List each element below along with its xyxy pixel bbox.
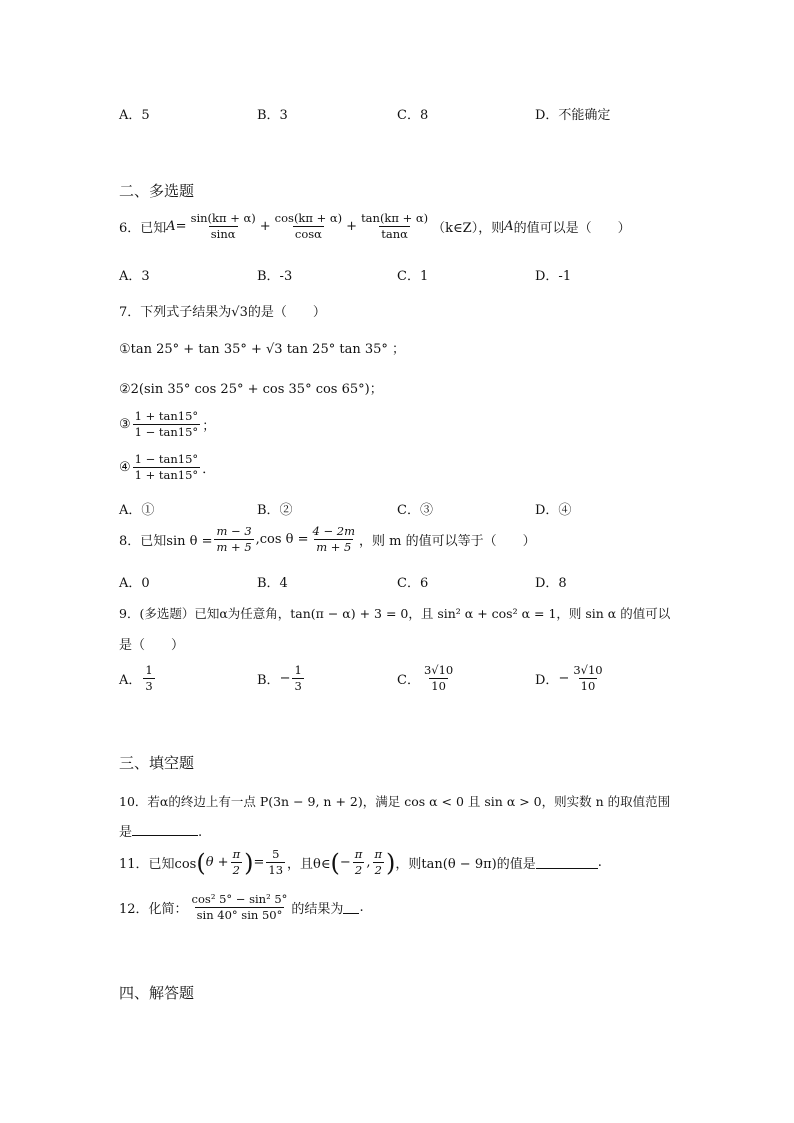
q6-term-2 [273,212,344,241]
q8-frac-2-num: 4 − 2m [312,524,356,538]
q7-root: √3 [231,305,248,320]
q9-option-a-frac [143,664,154,693]
q7-item-2: ②2(sin 35° cos 25° + cos 35° cos 65°)； [119,382,383,397]
q8-option-c: C．6 [397,576,429,591]
q9-option-a [119,664,157,693]
q10-line-2-text: 是 [119,825,133,840]
question-6 [119,212,631,241]
q7-stem-prefix: 7．下列式子结果为 [119,305,232,320]
q9-option-b [257,664,306,693]
q11-theta-plus: θ + [205,855,229,871]
q8-frac-1 [214,525,253,554]
q7-item-3-mark: ③ [119,417,131,433]
q9-line-2: 是（ ） [119,638,185,653]
q9-option-c-den: 10 [431,679,446,694]
q9-option-d-frac [571,664,604,693]
q8-prefix: 8．已知sin θ = [119,534,213,550]
q12-answer-blank[interactable] [343,901,359,914]
q8-option-d: D．8 [535,576,567,591]
q6-option-d: D．-1 [535,269,572,284]
q6-option-a: A．3 [119,269,150,284]
q11-answer-blank[interactable] [536,856,598,869]
q9-option-c-num: 3√10 [423,663,454,677]
q7-item-4-den: 1 + tan15° [134,468,199,483]
q6-option-b: B．-3 [257,269,293,284]
q8-frac-1-den: m + 5 [216,540,252,555]
q11-value-den: 13 [268,863,284,878]
q8-frac-1-num: m − 3 [216,524,252,538]
q8-frac-2 [311,525,358,554]
q6-term-3 [359,212,430,241]
q8-frac-2-den: m + 5 [316,540,352,555]
q11-prefix: 11．已知cos [119,857,197,873]
q6-term-1-num: sin(kπ + α) [190,211,256,225]
q6-a-eq: A= [166,219,187,235]
q7-option-d: D．④ [535,503,572,518]
q12-end: . [359,900,364,916]
q6-prefix: 6．已知 [119,221,167,237]
q11-two-2: 2 [354,863,363,878]
question-8 [119,525,536,554]
q7-item-1: ①tan 25° + tan 35° + √3 tan 25° tan 35° ； [119,342,406,357]
q10-line-2 [119,821,202,840]
q10-answer-blank[interactable] [132,823,198,836]
question-7-stem [119,301,326,320]
q5-option-c: C．8 [397,108,429,123]
q9-option-a-label: A． [119,673,142,689]
q7-item-4-end: ． [202,462,216,478]
q11-close-paren-1: ) [244,848,254,877]
q9-option-b-label: B． [257,673,280,689]
q11-pi-3: π [374,847,383,861]
q7-item-3-end: ； [202,419,216,435]
question-12 [119,893,364,922]
q11-eq: = [253,855,265,871]
q5-option-d: D．不能确定 [535,108,611,123]
q7-option-b: B．② [257,503,293,518]
q9-option-b-num: 1 [294,663,302,677]
q7-item-3 [119,410,215,439]
q11-neg-pi-over-2 [353,848,365,877]
q10-line-1: 10．若α的终边上有一点 P(3n − 9, n + 2)，满足 cos α < 0 且 sin α > 0，则实数 n 的取值范围 [119,794,671,809]
q6-term-2-num: cos(kπ + α) [274,211,343,225]
q11-suffix: ，则tan(θ − 9π)的值是 [395,857,536,873]
q11-open-paren-2: ( [330,848,340,877]
q11-pi: π [232,847,241,861]
q10-end: . [198,825,203,840]
q11-two-3: 2 [374,863,382,878]
q12-den: sin 40° sin 50° [196,908,283,923]
q6-term-3-den: tanα [381,227,408,242]
q5-option-b: B．3 [257,108,288,123]
q11-mid: ，且θ∈ [287,857,331,873]
q6-condition: （k∈Z），则 [432,221,505,237]
q11-pi-2: π [354,847,363,861]
q12-num: cos² 5° − sin² 5° [191,892,288,906]
q9-line-1: 9．(多选题）已知α为任意角，tan(π − α) + 3 = 0，且 sin² α + cos² α = 1，则 sin α 的值可以 [119,606,671,621]
q6-term-1-den: sinα [210,227,236,242]
section-heading-multi-choice: 二、多选题 [119,182,195,200]
q7-item-3-den: 1 − tan15° [134,425,199,440]
q6-option-c: C．1 [397,269,429,284]
q11-close-paren-2: ) [386,848,396,877]
q7-option-c: C．③ [397,503,433,518]
q11-neg: − [339,855,351,871]
q9-option-d-label: D． [535,673,559,689]
section-heading-solutions: 四、解答题 [119,984,195,1002]
q7-stem-suffix: 的是（ ） [247,305,326,320]
q6-term-2-den: cosα [294,227,322,242]
q7-item-3-frac [133,410,201,439]
question-11 [119,848,602,877]
q6-plus-2: + [346,219,358,235]
q9-option-a-num: 1 [145,663,153,677]
q6-term-1 [189,212,258,241]
q9-option-c-frac [422,664,455,693]
q8-option-b: B．4 [257,576,288,591]
q11-value [266,848,285,877]
q9-option-c [397,664,457,693]
section-heading-fill-in: 三、填空题 [119,754,195,772]
q6-var: A [504,219,514,235]
q7-item-4 [119,453,215,482]
q12-prefix: 12．化简： [119,902,188,918]
q7-item-3-num: 1 + tan15° [134,409,199,423]
q5-option-a: A．5 [119,108,150,123]
q11-comma: , [366,855,371,871]
q12-suffix: 的结果为 [291,902,344,918]
q11-pi-over-2 [231,848,243,877]
q11-value-num: 5 [272,847,280,861]
q11-open-paren-1: ( [196,848,206,877]
q6-suffix: 的值可以是（ ） [513,221,631,237]
q9-option-a-den: 3 [145,679,153,694]
q7-option-a: A．① [119,503,155,518]
q11-pos-pi-over-2 [372,848,384,877]
q7-item-4-frac [133,453,201,482]
q6-term-3-num: tan(kπ + α) [361,211,429,225]
q11-two: 2 [232,863,240,878]
q9-option-b-frac [292,664,303,693]
q7-item-4-num: 1 − tan15° [134,452,199,466]
q8-option-a: A．0 [119,576,150,591]
q9-option-d [535,664,607,693]
q6-plus-1: + [259,219,271,235]
q7-item-4-mark: ④ [119,460,131,476]
q9-option-d-sign: − [558,671,570,687]
q9-option-d-num: 3√10 [573,663,603,677]
q9-option-d-den: 10 [580,679,596,694]
q11-end: . [597,855,602,871]
q12-frac [190,893,290,922]
q8-suffix: ，则 m 的值可以等于（ ） [359,534,536,550]
q9-option-b-den: 3 [294,679,302,694]
q8-mid: ,cos θ = [255,532,309,548]
q9-option-c-label: C． [397,673,420,689]
q9-option-b-sign: − [279,671,291,687]
